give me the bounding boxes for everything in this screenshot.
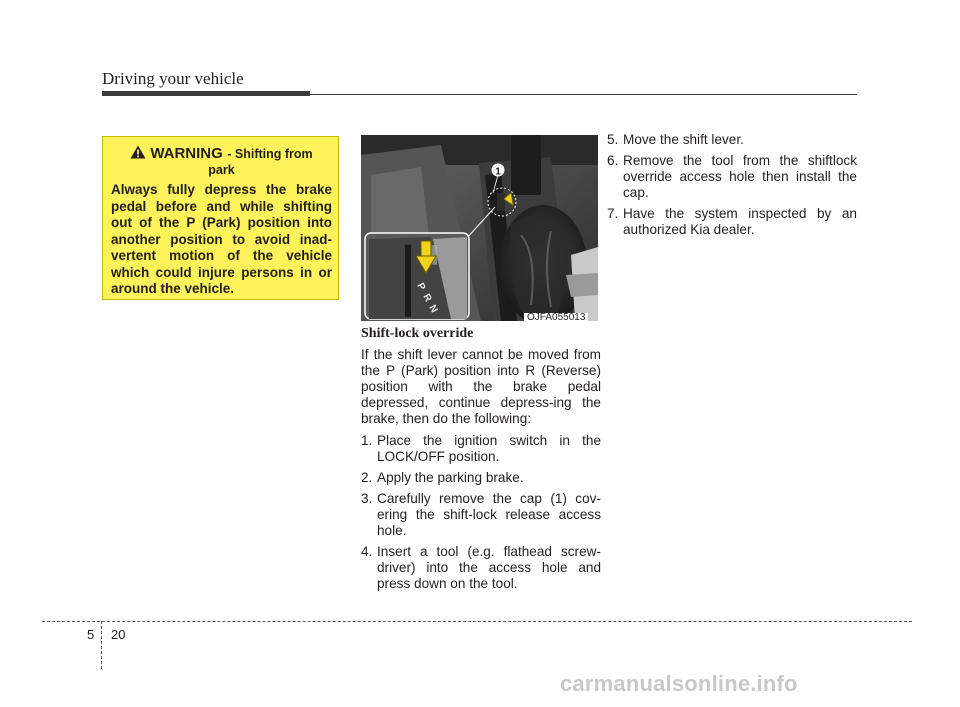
list-item: 4. Insert a tool (e.g. flathead screw-driver) into the access hole and press down on the tool. bbox=[361, 544, 601, 591]
list-item: 3. Carefully remove the cap (1) cov-ering the shift-lock release access hole. bbox=[361, 491, 601, 538]
watermark: carmanualsonline.info bbox=[560, 671, 798, 696]
list-item: 7. Have the system inspected by an authorized Kia dealer. bbox=[607, 206, 857, 237]
header-rule bbox=[102, 94, 857, 95]
gear-letter-n: N bbox=[426, 303, 440, 315]
warning-body: Always fully depress the brake pedal before and while shifting out of the P (Park) position into another position to avoid inad-vertent motion of the vehicle which could injure persons in or around the vehicle. bbox=[111, 182, 332, 296]
gear-letter-r: R bbox=[420, 292, 434, 304]
warning-subtitle-cont: park bbox=[208, 163, 235, 177]
figure-code: OJFA055013 bbox=[524, 313, 588, 323]
gear-indicator-small bbox=[497, 193, 505, 211]
content-column-right bbox=[607, 132, 857, 243]
gear-letter-p: P bbox=[414, 281, 428, 293]
intro-paragraph: If the shift lever cannot be moved from the P (Park) position into R (Reverse) position with the brake pedal depressed, continue depress-ing the brake, then do the following: bbox=[361, 347, 601, 426]
warning-header bbox=[111, 145, 332, 178]
section-heading: Shift-lock override bbox=[361, 326, 474, 341]
step-list bbox=[361, 433, 601, 592]
list-item: 5. Move the shift lever. bbox=[607, 132, 744, 147]
step-list-continued bbox=[607, 132, 857, 238]
section-title: Driving your vehicle bbox=[102, 69, 244, 88]
list-item: 6. Remove the tool from the shiftlock override access hole then install the cap. bbox=[607, 153, 857, 200]
callout-number: 1 bbox=[495, 166, 501, 178]
footer-divider bbox=[101, 621, 102, 669]
warning-box bbox=[102, 136, 339, 300]
list-item: 1. Place the ignition switch in the LOCK/OFF position. bbox=[361, 433, 601, 464]
shift-lever-figure bbox=[361, 135, 598, 321]
warning-subtitle: - Shifting from bbox=[227, 147, 313, 161]
content-column-middle bbox=[361, 326, 601, 597]
warning-label: WARNING bbox=[150, 145, 223, 162]
footer-rule bbox=[42, 621, 912, 622]
page-number: 20 bbox=[111, 627, 126, 642]
list-item: 2. Apply the parking brake. bbox=[361, 470, 524, 485]
inset-detail bbox=[365, 233, 469, 319]
chapter-number: 5 bbox=[87, 627, 95, 642]
warning-triangle-icon bbox=[130, 145, 146, 159]
